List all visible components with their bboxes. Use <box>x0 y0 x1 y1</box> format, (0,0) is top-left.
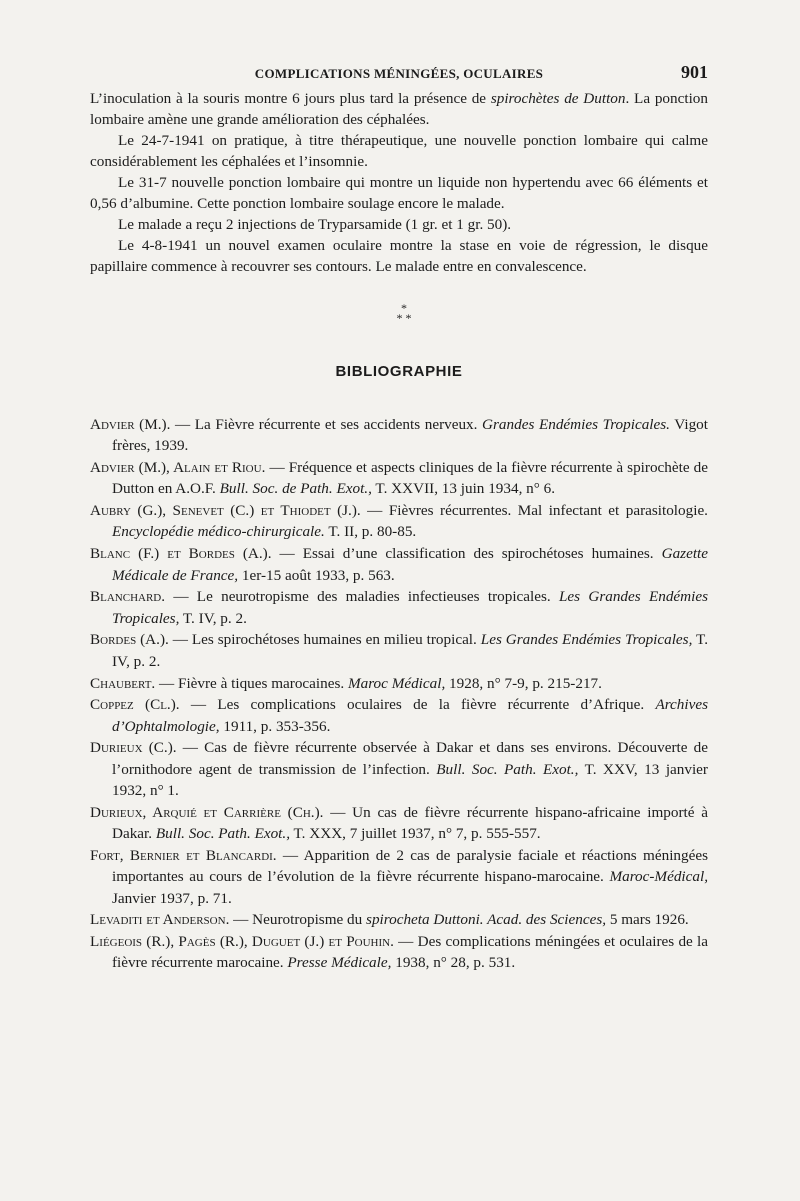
ref-source: spirocheta Duttoni. Acad. des Sciences, <box>366 911 607 929</box>
ref-authors: Blanchard. <box>90 588 166 606</box>
ref-tail: T. IV, p. 2. <box>179 609 247 627</box>
ref-text: — Apparition de 2 cas de paralysie faciale et réactions méningées importantes au cours de l’évolution de la fièvre récurrente hispano-marocaine. <box>112 846 708 886</box>
ref-text: — Un cas de fièvre récurrente hispano-africaine importé à Dakar. <box>112 803 708 843</box>
ref-source: Encyclopédie médico-chirurgicale. <box>112 523 325 541</box>
ref-source: Presse Médicale, <box>287 954 392 972</box>
paragraph: Le 24-7-1941 on pratique, à titre thérapeutique, une nouvelle ponction lombaire qui calme considérablement les céphalées et l’insomnie. <box>90 132 708 170</box>
ref-text: — Les spirochétoses humaines en milieu tropical. <box>168 631 481 649</box>
ref-tail: T. XXV, 13 janvier 1932, n° 1. <box>112 760 708 800</box>
running-head <box>90 62 708 88</box>
bibliography-entry <box>90 586 708 629</box>
italic-term: spirochètes de Dutton <box>490 90 626 107</box>
ref-text: — Le neurotropisme des maladies infectieuses tropicales. <box>165 588 559 606</box>
ref-tail: 1928, n° 7-9, p. 215-217. <box>445 674 602 692</box>
ref-tail: T. XXX, 7 juillet 1937, n° 7, p. 555-557. <box>290 825 541 843</box>
ref-text: — Les complications oculaires de la fièvre récurrente d’Afrique. <box>179 696 656 714</box>
ref-tail: Vigot frères, 1939. <box>112 416 708 455</box>
ref-source: Maroc-Médical, <box>609 868 708 886</box>
paragraph: Le malade a reçu 2 injections de Tryparsamide (1 gr. et 1 gr. 50). <box>118 216 512 233</box>
ref-authors: Blanc (F.) et Bordes (A.). <box>90 545 272 563</box>
ref-authors: Bordes (A.). <box>90 631 169 649</box>
ref-tail: 1911, p. 353-356. <box>219 717 331 735</box>
asterism <box>100 303 708 323</box>
ref-authors: Advier (M.). <box>90 416 171 433</box>
ref-source: Bull. Soc. Path. Exot., <box>436 760 579 778</box>
paragraph: Le 4-8-1941 un nouvel examen oculaire montre la stase en voie de régression, le disque papillaire commence à recouvrer ses contours. Le malade entre en convalescence. <box>90 237 708 275</box>
bibliography-entry <box>90 457 708 500</box>
ref-authors: Aubry (G.), Senevet (C.) et Thiodet (J.). <box>90 502 361 520</box>
ref-text: — Neurotropisme du <box>229 911 367 929</box>
page-number: 901 <box>681 62 708 82</box>
bibliography-entry <box>90 543 708 586</box>
ref-authors: Durieux (C.). <box>90 739 177 757</box>
asterism-top: * <box>401 301 407 315</box>
ref-source: Grandes Endémies Tropicales. <box>482 416 670 433</box>
bibliography-entry <box>90 845 708 909</box>
bibliography-entry <box>90 673 708 694</box>
ref-authors: Levaditi et Anderson. <box>90 911 230 929</box>
ref-tail: T. IV, p. 2. <box>112 631 708 670</box>
ref-text: — Fréquence et aspects cliniques de la fièvre récurrente à spirochète de Dutton en A.O.F. <box>112 459 708 498</box>
ref-text: — Des complications méningées et oculaires de la fièvre récurrente marocaine. <box>112 933 709 972</box>
bibliography-entry <box>90 737 708 801</box>
bibliography-entry <box>90 802 708 845</box>
bibliography-heading: BIBLIOGRAPHIE <box>335 363 463 380</box>
ref-authors: Durieux, Arquié et Carrière (Ch.). <box>90 803 324 821</box>
paragraph: L’inoculation à la souris montre 6 jours plus tard la présence de spirochètes de Dutton. La ponction lombaire amène une grande amélioration des céphalées. <box>90 90 708 128</box>
ref-text: — Fièvre à tiques marocaines. <box>155 674 348 692</box>
ref-source: Bull. Soc. Path. Exot., <box>155 825 290 843</box>
ref-source: Les Grandes Endémies Tropicales, <box>480 631 693 649</box>
bibliography-entry <box>90 694 708 737</box>
body-text <box>90 88 708 277</box>
ref-authors: Advier (M.), Alain et Riou. <box>90 459 266 477</box>
ref-authors: Coppez (Cl.). <box>90 696 180 714</box>
ref-tail: T. II, p. 80-85. <box>324 523 417 541</box>
paragraph: Le 31-7 nouvelle ponction lombaire qui montre un liquide non hypertendu avec 66 éléments et 0,56 d’albumine. Cette ponction lombaire soulage encore le malade. <box>90 174 708 212</box>
running-title: COMPLICATIONS MÉNINGÉES, OCULAIRES <box>254 66 544 81</box>
ref-tail: 5 mars 1926. <box>606 911 689 929</box>
bibliography-list <box>90 414 708 974</box>
ref-tail: 1938, n° 28, p. 531. <box>391 954 516 972</box>
ref-source: Les Grandes Endémies Tropicales, <box>112 588 708 627</box>
asterism-bottom: * * <box>396 311 412 325</box>
ref-source: Gazette Médicale de France, <box>112 545 709 584</box>
ref-text: — Cas de fièvre récurrente observée à Dakar et dans ses environs. Découverte de l’ornithodore agent de transmission de l’infection. <box>112 739 708 778</box>
ref-text: — Fièvres récurrentes. Mal infectant et parasitologie. <box>360 502 708 520</box>
ref-source: Archives d’Ophtalmologie, <box>112 696 709 735</box>
ref-text: — Essai d’une classification des spirochétoses humaines. <box>271 545 662 563</box>
bibliography-entry <box>90 414 708 457</box>
ref-tail: 1er-15 août 1933, p. 563. <box>238 566 395 584</box>
ref-authors: Chaubert. <box>90 674 156 692</box>
ref-text: — La Fièvre récurrente et ses accidents nerveux. <box>170 416 483 433</box>
bibliography-entry <box>90 629 708 672</box>
page <box>90 62 708 974</box>
ref-tail: T. XXVII, 13 juin 1934, n° 6. <box>371 480 556 498</box>
ref-source: Maroc Médical, <box>347 674 446 692</box>
ref-tail: Janvier 1937, p. 71. <box>112 889 232 907</box>
bibliography-entry <box>90 500 708 543</box>
ref-authors: Fort, Bernier et Blancardi. <box>90 846 277 864</box>
bibliography-entry <box>90 909 708 930</box>
bibliography-entry <box>90 931 708 974</box>
ref-authors: Liégeois (R.), Pagès (R.), Duguet (J.) et Pouhin. <box>90 933 394 951</box>
ref-source: Bull. Soc. de Path. Exot., <box>219 480 372 498</box>
